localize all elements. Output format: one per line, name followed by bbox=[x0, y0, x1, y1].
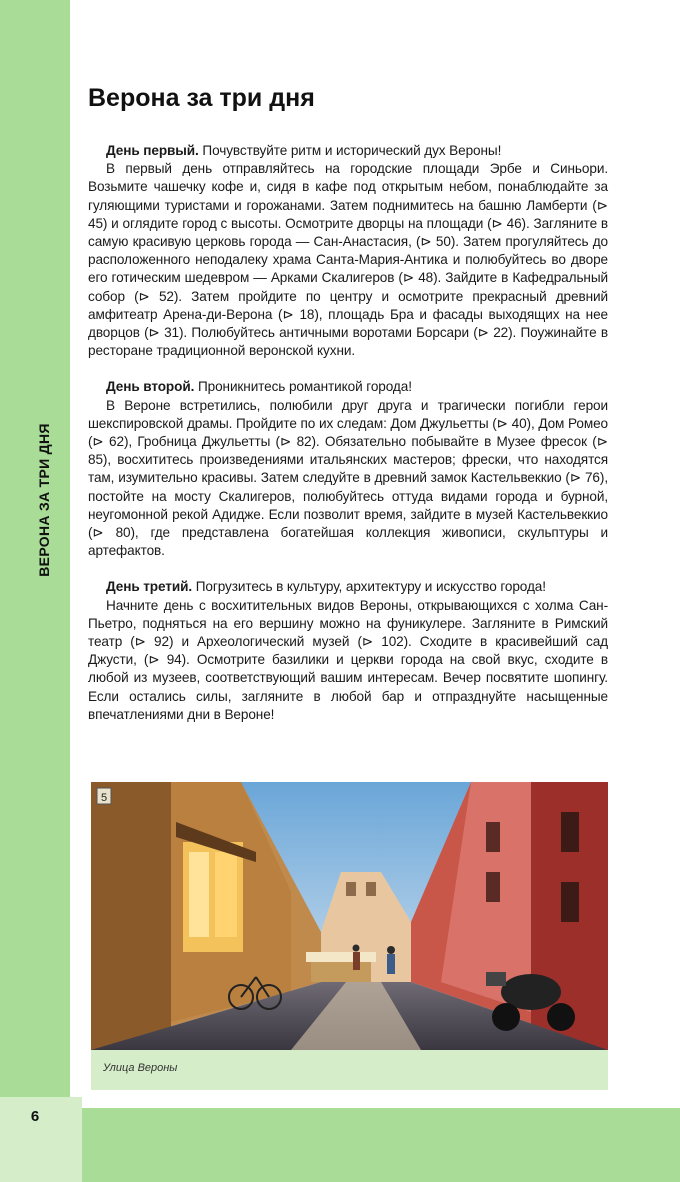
verona-street-illustration bbox=[91, 782, 608, 1050]
street-photo bbox=[91, 782, 608, 1050]
day-one-intro bbox=[88, 142, 608, 160]
sign-number: 5 bbox=[101, 792, 108, 804]
day-two-intro bbox=[88, 378, 608, 396]
day-one bbox=[88, 142, 608, 360]
page-title: Верона за три дня bbox=[88, 84, 315, 112]
day-one-intro-text: Почувствуйте ритм и исторический дух Вероны! bbox=[198, 143, 502, 158]
article-body bbox=[88, 142, 608, 742]
day-one-body: В первый день отправляйтесь на городские площади Эрбе и Синьори. Возьмите чашечку кофе и, сидя в кафе под открытым небом, понаблюдайте за гуляющими туристами и горожанами. Затем поднимитесь на башню Ламберти (⊳ 45) и оглядите город с высоты. Осмотрите дворцы на площади (⊳ 46). Загляните в самую красивую церковь города — Сан-Анастасия, (⊳ 50). Затем прогуляйтесь до расположенного неподалеку храма Санта-Мария-Антика и полюбуйтесь во дворе его готическим шедевром — Арками Скалигеров (⊳ 48). Зайдите в Кафедральный собор (⊳ 52). Затем пройдите по центру и осмотрите прекрасный древний амфитеатр Арена-ди-Верона (⊳ 18), площадь Бра и фасады выходящих на нее дворцов (⊳ 31). Полюбуйтесь античными воротами Борсари (⊳ 22). Поужинайте в ресторане традиционной веронской кухни. bbox=[88, 161, 608, 359]
day-two-intro-text: Проникнитесь романтикой города! bbox=[194, 379, 412, 395]
side-bar bbox=[0, 0, 70, 1120]
page-number: 6 bbox=[30, 1108, 40, 1125]
day-one-lead: День первый. bbox=[106, 143, 199, 158]
day-two-body: В Вероне встретились, полюбили друг друга и трагически погибли герои шекспировской драмы. Пройдите по их следам: Дом Джульетты (⊳ 40), Дом Ромео (⊳ 62), Гробница Джульетты (⊳ 82). Обязательно побывайте в Музее фресок (⊳ 85), восхититесь произведениями итальянских мастеров; фрески, что находятся там, изумительно красивы. Затем следуйте в древний замок Кастельвеккио (⊳ 76), постойте на мосту Скалигеров, полюбуйтесь оттуда видами города и бурной, неугомонной рекой Адидже. Если позволит время, зайдите в музей Кастельвеккио (⊳ 80), где представлена богатейшая коллекция живописи, скульптуры и артефактов. bbox=[88, 397, 608, 559]
caption-box bbox=[91, 1050, 608, 1090]
section-label: ВЕРОНА ЗА ТРИ ДНЯ bbox=[36, 423, 52, 577]
day-two-lead: День второй. bbox=[106, 379, 195, 395]
photo-caption: Улица Вероны bbox=[103, 1062, 178, 1074]
day-two bbox=[88, 378, 608, 560]
day-three-body: Начните день с восхитительных видов Вероны, открывающихся с холма Сан-Пьетро, подняться на его вершину можно на фуникулере. Загляните в Римский театр (⊳ 92) и Археологический музей (⊳ 102). Сходите в красивейший сад Джусти, (⊳ 94). Осмотрите базилики и церкви города на свой вкус, сходите в любой из музеев, соответствующий вашим интересам. Вечер посвятите шопингу. Если остались силы, загляните в любой бар и отпразднуйте насыщенные впечатлениями дни в Вероне! bbox=[88, 597, 608, 722]
bottom-band bbox=[82, 1108, 680, 1182]
day-three bbox=[88, 578, 608, 724]
day-three-intro-text: Погрузитесь в культуру, архитектуру и искусство города! bbox=[192, 579, 546, 595]
day-three-intro bbox=[88, 578, 608, 596]
day-three-lead: День третий. bbox=[106, 579, 193, 595]
